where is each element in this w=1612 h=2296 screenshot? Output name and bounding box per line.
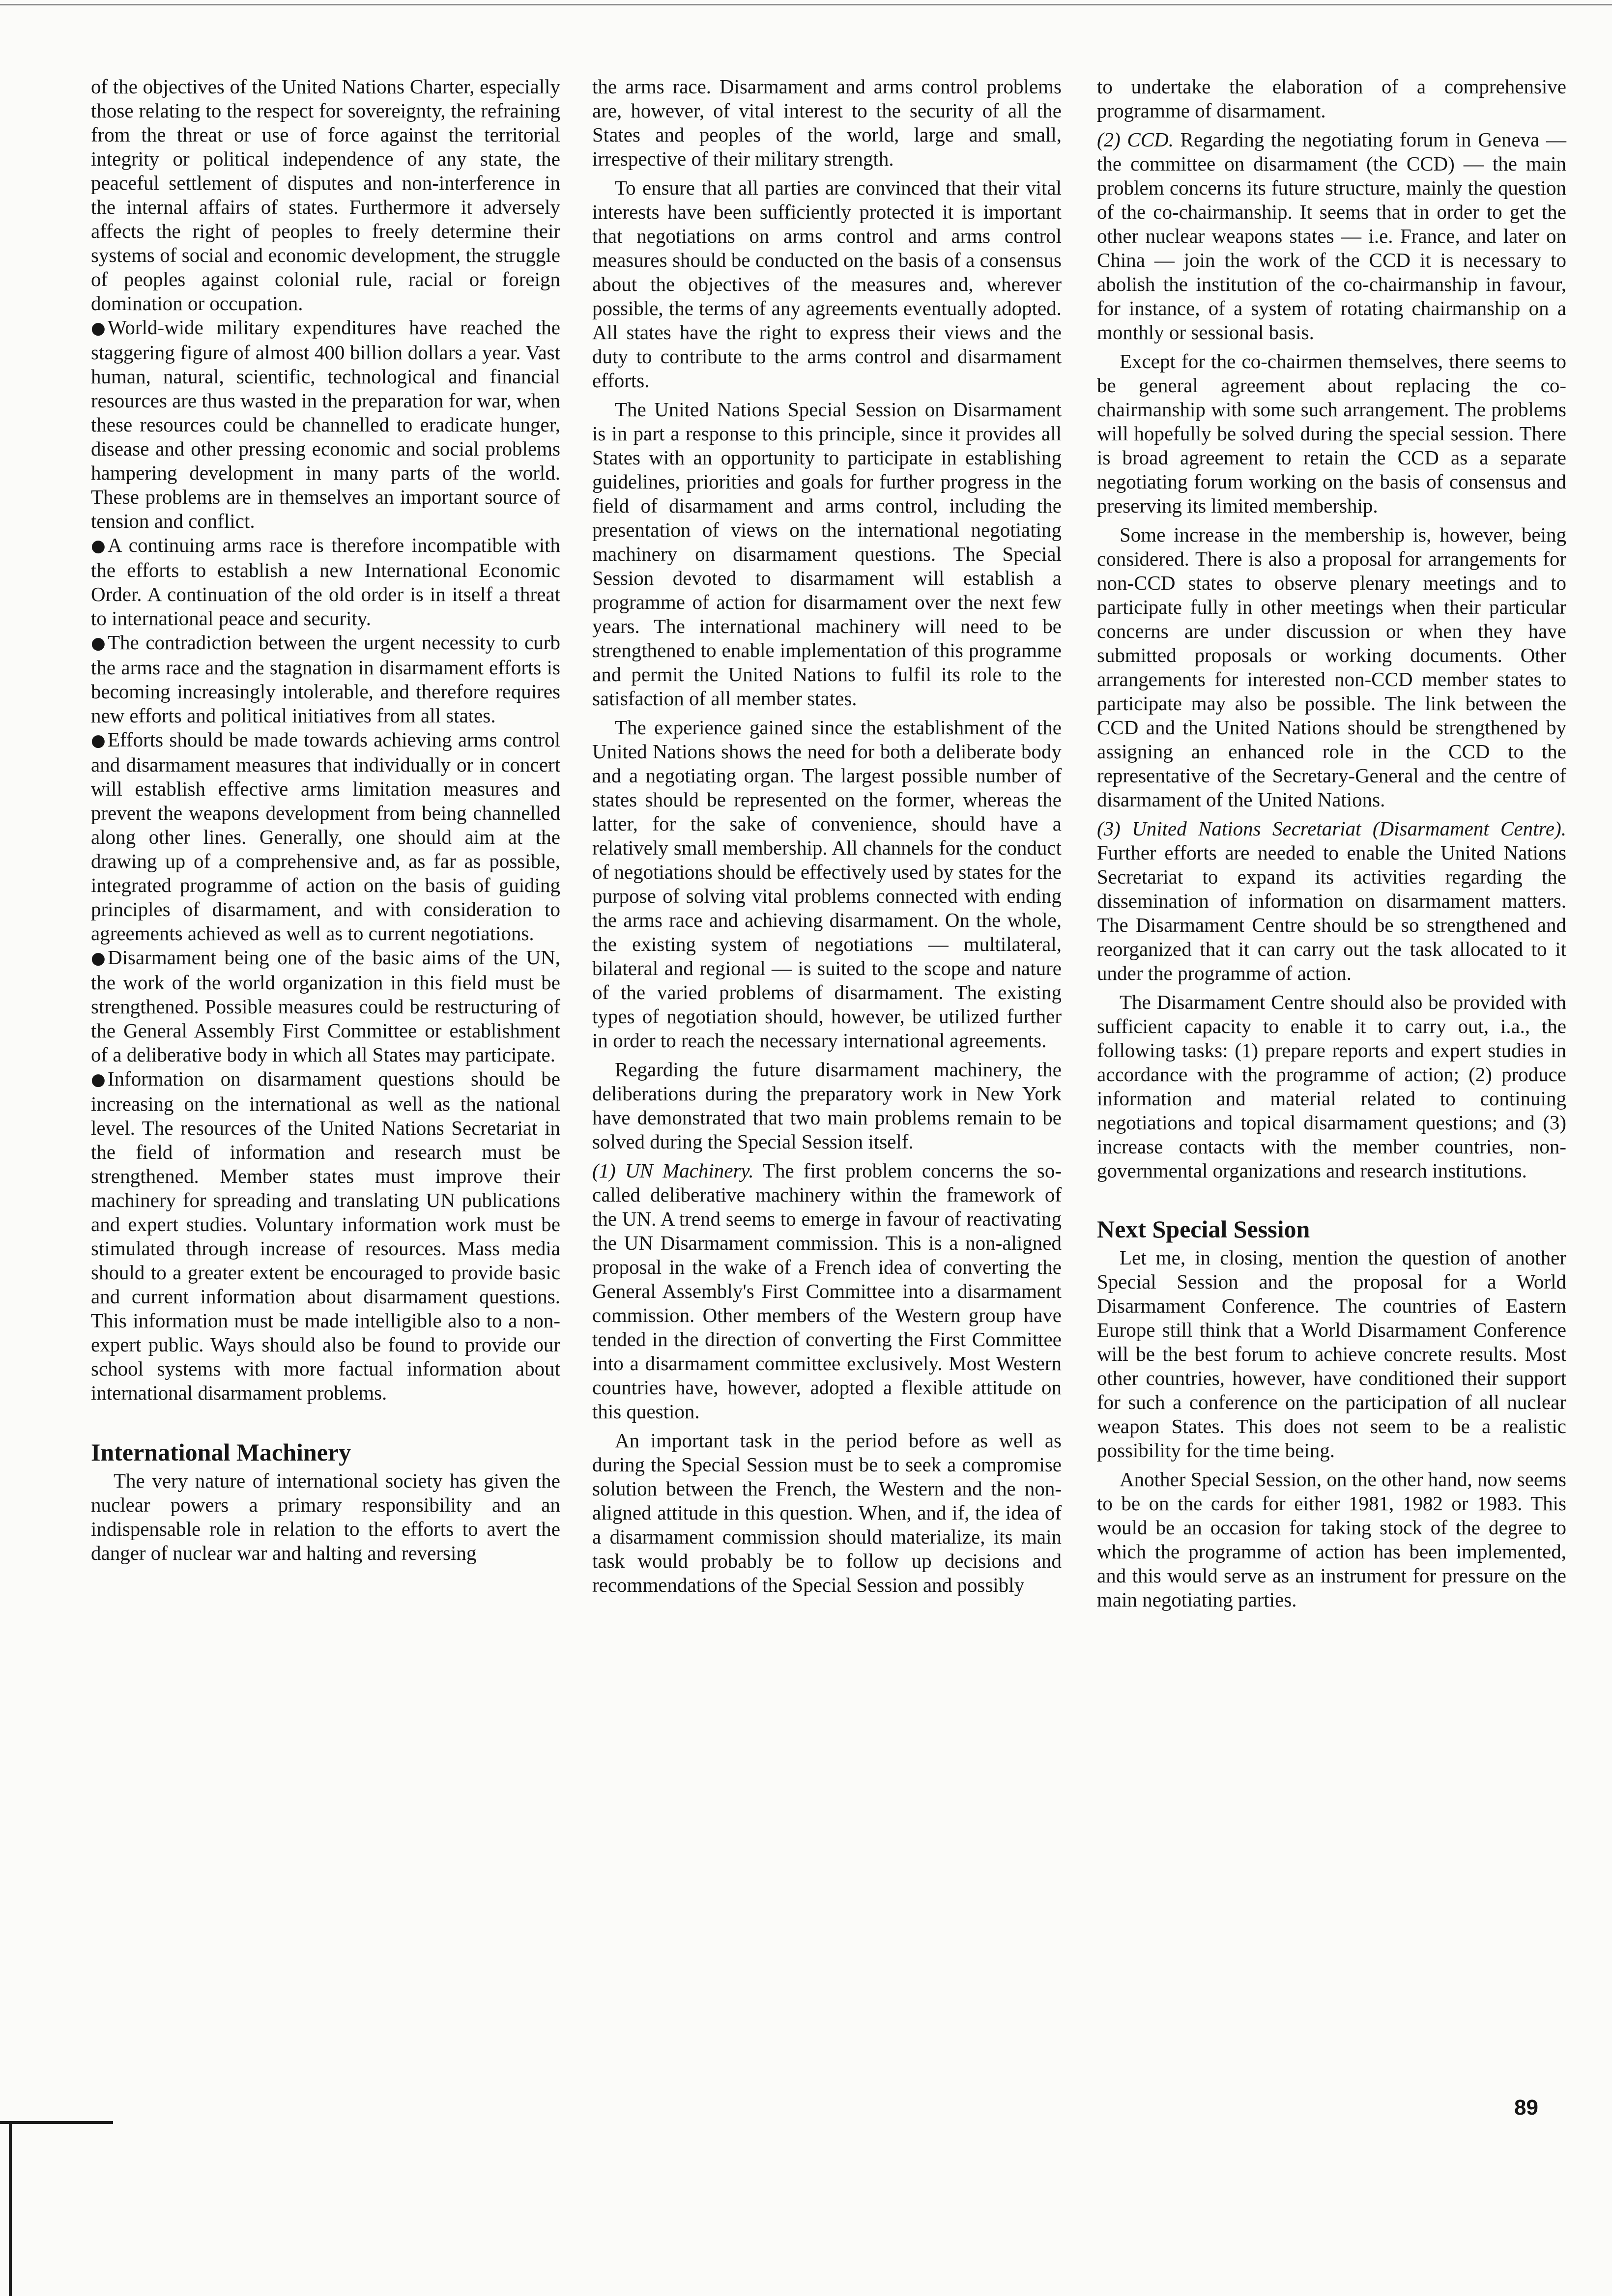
paragraph-label: (1) UN Machinery. xyxy=(592,1159,754,1182)
paragraph-text: The first problem concerns the so-called deliberative machinery within the framework of the UN. A trend seems to emerge in favour of reactivating the UN Disarmament commission. This is a non-aligned proposal in the wake of a French idea of converting the General Assembly's First Committee into a disarmament commission. Other members of the Western group have tended in the direction of converting the First Committee into a disarmament committee exclusively. Most Western countries have, however, adopted a flexible attitude on this question. xyxy=(592,1159,1062,1423)
bullet-icon: ● xyxy=(91,731,106,750)
paragraph: The Disarmament Centre should also be provided with sufficient capacity to enable it to carry out, i.a., the following tasks: (1) prepare reports and expert studies in accordance with the programme of action; (2) produce information and material related to continuing negotiations and topical disarmament questions; and (3) increase contacts with the member countries, non-governmental organizations and research institutions. xyxy=(1097,991,1566,1182)
paragraph-label: (2) CCD. xyxy=(1097,128,1174,151)
paragraph: the arms race. Disarmament and arms control problems are, however, of vital interest to the security of all the States and peoples of the world, large and small, irrespective of their military strength. xyxy=(592,75,1062,170)
paragraph: To ensure that all parties are convinced that their vital interests have been sufficiently protected it is important that negotiations on arms control and arms control measures should be conducted on the basis of a consensus about the objectives of the measures and, wherever possible, the terms of any agreements eventually adopted. All states have the right to express their views and the duty to contribute to the arms control and disarmament efforts. xyxy=(592,176,1062,392)
bullet-text: Efforts should be made towards achieving arms control and disarmament measures that individually or in concert will establish effective arms limitation measures and prevent the weapons development from being channelled along other lines. Generally, one should aim at the drawing up of a comprehensive and, as far as possible, integrated programme of action on the basis of guiding principles of disarmament, and with consideration to agreements achieved as well as to current negotiations. xyxy=(91,728,560,945)
paragraph-label: (3) United Nations Secretariat (Disarmament Centre). xyxy=(1097,817,1566,840)
numbered-paragraph xyxy=(592,1159,1062,1424)
bullet-text: The contradiction between the urgent necessity to curb the arms race and the stagnation in disarmament efforts is becoming increasingly intolerable, and therefore requires new efforts and political initiatives from all states. xyxy=(91,631,560,727)
paragraph: Some increase in the membership is, however, being considered. There is also a proposal for arrangements for non-CCD states to observe plenary meetings and to participate fully in other meetings when their particular concerns are under discussion or when they have submitted proposals or working documents. Other arrangements for interested non-CCD member states to participate may also be possible. The link between the CCD and the United Nations should be strengthened by assigning an enhanced role in the CCD to the representative of the Secretary-General and the centre of disarmament of the United Nations. xyxy=(1097,523,1566,811)
scan-edge-vertical xyxy=(9,2121,12,2296)
paragraph: The very nature of international society has given the nuclear powers a primary responsibility and an indispensable role in relation to the efforts to avert the danger of nuclear war and halting and reversing xyxy=(91,1469,560,1564)
numbered-paragraph xyxy=(1097,817,1566,985)
column-2 xyxy=(592,75,1062,1597)
bullet-paragraph xyxy=(91,533,560,631)
bullet-text: World-wide military expenditures have reached the staggering figure of almost 400 billion dollars a year. Vast human, natural, scientific, technological and financial resources are thus wasted in the preparation for war, when these resources could be channelled to eradicate hunger, disease and other pressing economic and social problems hampering development in many parts of the world. These problems are in themselves an important source of tension and conflict. xyxy=(91,316,560,532)
bullet-text: A continuing arms race is therefore incompatible with the efforts to establish a new International Economic Order. A continuation of the old order is in itself a threat to international peace and security. xyxy=(91,534,560,630)
column-1 xyxy=(91,75,560,1565)
scan-edge-horizontal xyxy=(0,2121,113,2124)
paragraph: An important task in the period before as well as during the Special Session must be to seek a compromise solution between the French, the Western and the non-aligned attitude in this question. When, and if, the idea of a disarmament commission should materialize, its main task would probably be to follow up decisions and recommendations of the Special Session and possibly xyxy=(592,1429,1062,1596)
bullet-paragraph xyxy=(91,946,560,1067)
paragraph: Another Special Session, on the other hand, now seems to be on the cards for either 1981, 1982 or 1983. This would be an occasion for taking stock of the degree to which the programme of action has been implemented, and this would serve as an instrument for pressure on the main negotiating parties. xyxy=(1097,1468,1566,1611)
paragraph: of the objectives of the United Nations Charter, especially those relating to the respect for sovereignty, the refraining from the threat or use of force against the territorial integrity or political independence of any state, the peaceful settlement of disputes and non-interference in the internal affairs of states. Furthermore it adversely affects the right of peoples to freely determine their systems of social and economic development, the struggle of peoples against colonial rule, racial or foreign domination or occupation. xyxy=(91,75,560,315)
bullet-icon: ● xyxy=(91,633,106,653)
bullet-icon: ● xyxy=(91,948,106,968)
bullet-text: Disarmament being one of the basic aims of the UN, the work of the world organization in this field must be strengthened. Possible measures could be restructuring of the General Assembly First Committee or establishment of a deliberative body in which all States may participate. xyxy=(91,946,560,1066)
paragraph: The experience gained since the establishment of the United Nations shows the need for both a deliberate body and a negotiating organ. The largest possible number of states should be represented on the former, whereas the latter, for the sake of convenience, should have a relatively small membership. All channels for the conduct of negotiations should be effectively used by states for the purpose of solving vital problems connected with ending the arms race and achieving disarmament. On the whole, the existing system of negotiations — multilateral, bilateral and regional — is suited to the scope and nature of the varied problems of disarmament. The existing types of negotiation should, however, be utilized further in order to reach the necessary international agreements. xyxy=(592,716,1062,1052)
numbered-paragraph xyxy=(1097,128,1566,344)
paragraph-text: Further efforts are needed to enable the United Nations Secretariat to expand its activities regarding the dissemination of information on disarmament matters. The Disarmament Centre should be so strengthened and reorganized that it can carry out the task allocated to it under the programme of action. xyxy=(1097,841,1566,984)
paragraph-text: Regarding the negotiating forum in Geneva — the committee on disarmament (the CCD) — the main problem concerns its future structure, mainly the question of the co-chairmanship. It seems that in order to get the other nuclear weapons states — i.e. France, and later on China — join the work of the CCD it is necessary to abolish the institution of the co-chairmanship in favour, for instance, of a system of rotating chairmanship on a monthly or sessional basis. xyxy=(1097,128,1566,344)
paragraph: to undertake the elaboration of a comprehensive programme of disarmament. xyxy=(1097,75,1566,122)
bullet-paragraph xyxy=(91,1067,560,1405)
paragraph: Regarding the future disarmament machinery, the deliberations during the preparatory work in New York have demonstrated that two main problems remain to be solved during the Special Session itself. xyxy=(592,1058,1062,1153)
bullet-icon: ● xyxy=(91,536,106,556)
bullet-paragraph xyxy=(91,728,560,946)
section-heading: Next Special Session xyxy=(1097,1215,1310,1243)
bullet-paragraph xyxy=(91,316,560,533)
top-rule xyxy=(0,4,1612,5)
section-heading: International Machinery xyxy=(91,1438,351,1466)
paragraph: Let me, in closing, mention the question of another Special Session and the proposal for a World Disarmament Conference. The countries of Eastern Europe still think that a World Disarmament Conference will be the best forum to achieve concrete results. Most other countries, however, have conditioned their support for such a conference on the participation of all nuclear weapon States. This does not seem to be a realistic possibility for the time being. xyxy=(1097,1246,1566,1462)
bullet-icon: ● xyxy=(91,1070,106,1090)
bullet-paragraph xyxy=(91,631,560,728)
paragraph: Except for the co-chairmen themselves, there seems to be general agreement about replacing the co-chairmanship with some such arrangement. The problems will hopefully be solved during the special session. There is broad agreement to retain the CCD as a separate negotiating forum working on the basis of consensus and preserving its limited membership. xyxy=(1097,350,1566,517)
bullet-icon: ● xyxy=(91,318,106,338)
bullet-text: Information on disarmament questions should be increasing on the international as well as the national level. The resources of the United Nations Secretariat in the field of information and research must be strengthened. Member states must improve their machinery for spreading and translating UN publications and expert studies. Voluntary information work must be stimulated through increase of resources. Mass media should to a greater extent be encouraged to provide basic and current information about disarmament questions. This information must be made intelligible also to a non-expert public. Ways should also be found to provide our school systems with more factual information about international disarmament problems. xyxy=(91,1067,560,1404)
column-3 xyxy=(1097,75,1566,1612)
paragraph: The United Nations Special Session on Disarmament is in part a response to this principle, since it provides all States with an opportunity to participate in establishing guidelines, priorities and goals for further progress in the field of disarmament and arms control, including the presentation of views on the international negotiating machinery on disarmament questions. The Special Session devoted to disarmament will establish a programme of action for disarmament over the next few years. The international machinery will need to be strengthened to enable implementation of this programme and permit the United Nations to fulfil its role to the satisfaction of all member states. xyxy=(592,398,1062,710)
page-number: 89 xyxy=(1514,2095,1538,2120)
